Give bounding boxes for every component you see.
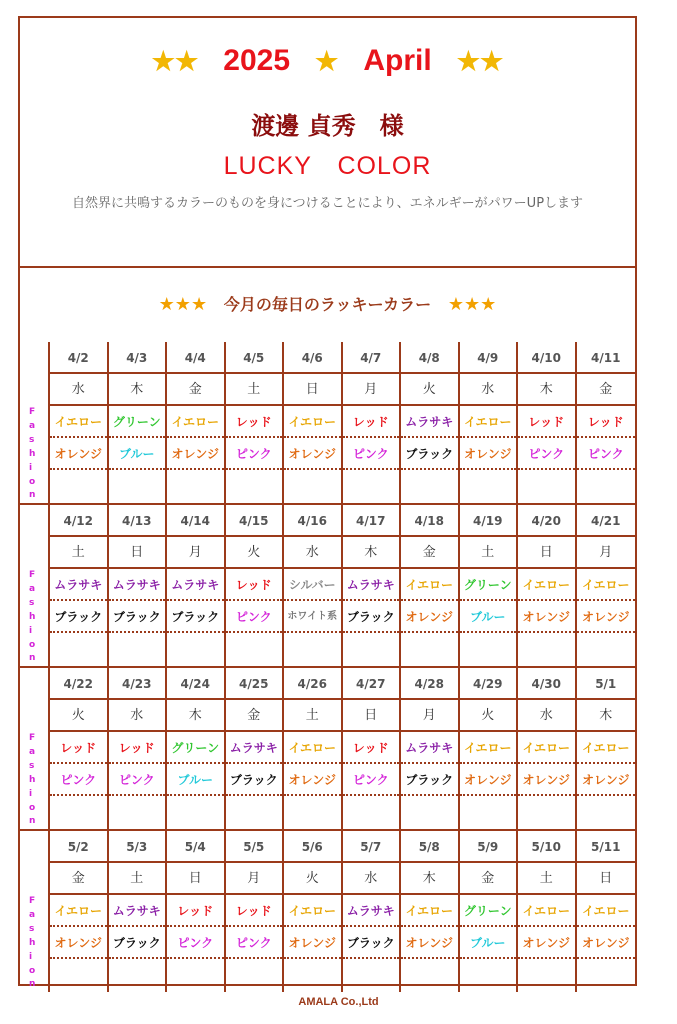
color-secondary: オレンジ: [577, 601, 636, 633]
day-column: [401, 505, 460, 666]
color-primary: イエロー: [460, 732, 517, 764]
corner-blank: [20, 831, 50, 895]
corner-blank: [20, 668, 50, 732]
color-primary: グリーン: [460, 569, 517, 601]
fashion-letter: o: [29, 965, 36, 976]
empty-cell: [226, 796, 283, 829]
day-column: [167, 505, 226, 666]
day-column: [50, 668, 109, 829]
day-column: [284, 668, 343, 829]
date-cell: 4/26: [284, 668, 341, 700]
day-column: [460, 505, 519, 666]
color-secondary: オレンジ: [284, 927, 341, 959]
date-cell: 4/6: [284, 342, 341, 374]
date-cell: 4/3: [109, 342, 166, 374]
color-primary: イエロー: [284, 895, 341, 927]
color-primary: ムラサキ: [109, 569, 166, 601]
color-primary: イエロー: [518, 569, 575, 601]
empty-cell: [50, 470, 107, 503]
fashion-letter: i: [29, 951, 33, 962]
fashion-label: [20, 895, 50, 992]
date-cell: 4/10: [518, 342, 575, 374]
weekday-cell: 金: [167, 374, 224, 406]
date-cell: 4/21: [577, 505, 636, 537]
day-column: [109, 831, 168, 992]
fashion-letter: F: [29, 733, 36, 744]
date-cell: 4/7: [343, 342, 400, 374]
color-secondary: ブルー: [109, 438, 166, 470]
color-secondary: ブラック: [50, 601, 107, 633]
weekday-cell: 木: [109, 374, 166, 406]
color-secondary: オレンジ: [518, 601, 575, 633]
color-secondary: ブラック: [226, 764, 283, 796]
color-primary: レッド: [167, 895, 224, 927]
fashion-letter: o: [29, 639, 36, 650]
color-primary: イエロー: [401, 895, 458, 927]
color-secondary: オレンジ: [518, 764, 575, 796]
fashion-letter: F: [29, 407, 36, 418]
color-primary: イエロー: [518, 895, 575, 927]
date-cell: 4/14: [167, 505, 224, 537]
day-column: [577, 342, 636, 503]
fashion-letter: a: [29, 910, 36, 921]
date-cell: 4/9: [460, 342, 517, 374]
fashion-letter: a: [29, 421, 36, 432]
color-secondary: ピンク: [167, 927, 224, 959]
color-primary: グリーン: [167, 732, 224, 764]
day-column: [518, 831, 577, 992]
fashion-letter: h: [29, 611, 36, 622]
day-column: [401, 831, 460, 992]
corner-blank: [20, 505, 50, 569]
fashion-letter: i: [29, 788, 33, 799]
day-column: [284, 831, 343, 992]
weekday-cell: 日: [577, 863, 636, 895]
fashion-letter: n: [29, 490, 36, 501]
fashion-letter: o: [29, 802, 36, 813]
day-column: [460, 342, 519, 503]
date-cell: 5/1: [577, 668, 636, 700]
weekday-cell: 日: [167, 863, 224, 895]
color-secondary: オレンジ: [460, 764, 517, 796]
date-cell: 4/11: [577, 342, 636, 374]
empty-cell: [109, 633, 166, 666]
empty-cell: [518, 959, 575, 992]
corner-blank: [20, 342, 50, 406]
lucky-color-heading: LUCKY COLOR: [223, 152, 432, 180]
date-cell: 4/29: [460, 668, 517, 700]
color-secondary: ピンク: [343, 438, 400, 470]
date-cell: 4/8: [401, 342, 458, 374]
fashion-letter: i: [29, 462, 33, 473]
empty-cell: [50, 633, 107, 666]
star-icon: ★★: [456, 46, 504, 76]
color-secondary: オレンジ: [167, 438, 224, 470]
week-block: [20, 503, 635, 666]
day-column: [460, 831, 519, 992]
empty-cell: [401, 633, 458, 666]
empty-cell: [226, 959, 283, 992]
color-secondary: オレンジ: [284, 764, 341, 796]
day-column: [284, 505, 343, 666]
day-column: [577, 831, 636, 992]
weekday-cell: 木: [343, 537, 400, 569]
color-primary: レッド: [50, 732, 107, 764]
empty-cell: [518, 796, 575, 829]
calendar-frame: [18, 16, 637, 990]
color-secondary: オレンジ: [401, 601, 458, 633]
day-column: [109, 342, 168, 503]
fashion-letter: h: [29, 448, 36, 459]
weekday-cell: 火: [460, 700, 517, 732]
empty-cell: [577, 470, 636, 503]
weekday-cell: 金: [401, 537, 458, 569]
color-primary: ムラサキ: [401, 406, 458, 438]
empty-cell: [109, 959, 166, 992]
weekday-cell: 火: [284, 863, 341, 895]
color-primary: ムラサキ: [167, 569, 224, 601]
week-block: [20, 829, 635, 992]
color-primary: レッド: [109, 732, 166, 764]
color-primary: イエロー: [167, 406, 224, 438]
date-cell: 4/15: [226, 505, 283, 537]
day-column: [577, 505, 636, 666]
color-secondary: ブルー: [460, 927, 517, 959]
day-column: [343, 668, 402, 829]
empty-cell: [401, 796, 458, 829]
weekday-cell: 木: [401, 863, 458, 895]
empty-cell: [460, 959, 517, 992]
empty-cell: [284, 633, 341, 666]
color-primary: レッド: [577, 406, 636, 438]
star-icon: ★★★: [158, 294, 208, 315]
day-column: [577, 668, 636, 829]
fashion-letter: n: [29, 816, 36, 827]
color-secondary: ピンク: [226, 601, 283, 633]
empty-cell: [284, 796, 341, 829]
date-cell: 4/16: [284, 505, 341, 537]
empty-cell: [226, 470, 283, 503]
empty-cell: [343, 633, 400, 666]
color-secondary: ブラック: [343, 927, 400, 959]
date-cell: 4/19: [460, 505, 517, 537]
weekday-cell: 日: [343, 700, 400, 732]
date-cell: 4/13: [109, 505, 166, 537]
date-cell: 5/3: [109, 831, 166, 863]
day-column: [343, 505, 402, 666]
empty-cell: [50, 959, 107, 992]
color-secondary: ピンク: [343, 764, 400, 796]
date-cell: 5/9: [460, 831, 517, 863]
fashion-letter: F: [29, 570, 36, 581]
fashion-letter: h: [29, 774, 36, 785]
color-primary: シルバー: [284, 569, 341, 601]
color-primary: グリーン: [109, 406, 166, 438]
color-primary: イエロー: [401, 569, 458, 601]
fashion-letter: n: [29, 979, 36, 990]
color-primary: レッド: [343, 732, 400, 764]
color-primary: イエロー: [460, 406, 517, 438]
empty-cell: [577, 959, 636, 992]
week-block: [20, 666, 635, 829]
subtitle-text: 今月の毎日のラッキーカラー: [223, 295, 432, 314]
color-secondary: ピンク: [518, 438, 575, 470]
empty-cell: [226, 633, 283, 666]
weekday-cell: 金: [460, 863, 517, 895]
day-column: [226, 505, 285, 666]
day-column: [284, 342, 343, 503]
date-cell: 5/8: [401, 831, 458, 863]
weekday-cell: 金: [50, 863, 107, 895]
weekday-cell: 木: [167, 700, 224, 732]
day-column: [226, 831, 285, 992]
weekday-cell: 日: [284, 374, 341, 406]
date-cell: 4/23: [109, 668, 166, 700]
weekday-cell: 月: [167, 537, 224, 569]
weekday-cell: 木: [518, 374, 575, 406]
color-primary: イエロー: [577, 732, 636, 764]
weekday-cell: 日: [518, 537, 575, 569]
day-column: [167, 668, 226, 829]
subtitle-section: [20, 266, 635, 342]
header: [20, 18, 635, 268]
weekday-cell: 水: [109, 700, 166, 732]
day-column: [518, 668, 577, 829]
day-column: [518, 505, 577, 666]
empty-cell: [109, 796, 166, 829]
star-icon: ★: [315, 46, 339, 76]
color-primary: レッド: [518, 406, 575, 438]
date-cell: 4/24: [167, 668, 224, 700]
color-secondary: オレンジ: [50, 927, 107, 959]
empty-cell: [460, 796, 517, 829]
day-column: [401, 668, 460, 829]
color-secondary: オレンジ: [577, 927, 636, 959]
fashion-letter: s: [29, 435, 35, 446]
color-secondary: ブラック: [167, 601, 224, 633]
weekday-cell: 水: [284, 537, 341, 569]
day-column: [460, 668, 519, 829]
empty-cell: [343, 959, 400, 992]
color-primary: ムラサキ: [109, 895, 166, 927]
weekday-cell: 水: [460, 374, 517, 406]
empty-cell: [109, 470, 166, 503]
empty-cell: [518, 470, 575, 503]
weekday-cell: 土: [109, 863, 166, 895]
day-column: [50, 342, 109, 503]
star-icon: ★★: [151, 46, 199, 76]
fashion-letter: i: [29, 625, 33, 636]
date-cell: 5/4: [167, 831, 224, 863]
date-cell: 5/11: [577, 831, 636, 863]
fashion-letter: s: [29, 761, 35, 772]
calendar-grid: [20, 342, 635, 992]
color-secondary: オレンジ: [401, 927, 458, 959]
empty-cell: [167, 796, 224, 829]
color-primary: イエロー: [284, 732, 341, 764]
empty-cell: [167, 633, 224, 666]
color-secondary: ブラック: [109, 601, 166, 633]
fashion-letter: a: [29, 584, 36, 595]
weekday-cell: 水: [50, 374, 107, 406]
color-secondary: オレンジ: [50, 438, 107, 470]
fashion-letter: F: [29, 896, 36, 907]
color-secondary: ピンク: [577, 438, 636, 470]
empty-cell: [50, 796, 107, 829]
date-cell: 4/17: [343, 505, 400, 537]
date-cell: 4/22: [50, 668, 107, 700]
empty-cell: [577, 633, 636, 666]
weekday-cell: 月: [226, 863, 283, 895]
date-cell: 4/2: [50, 342, 107, 374]
weekday-cell: 月: [401, 700, 458, 732]
color-secondary: ピンク: [109, 764, 166, 796]
color-primary: イエロー: [577, 569, 636, 601]
day-column: [50, 505, 109, 666]
empty-cell: [284, 959, 341, 992]
day-column: [343, 831, 402, 992]
title-line: [20, 44, 635, 78]
weekday-cell: 水: [343, 863, 400, 895]
color-primary: ムラサキ: [226, 732, 283, 764]
fashion-label: [20, 406, 50, 503]
weekday-cell: 土: [50, 537, 107, 569]
color-primary: レッド: [226, 895, 283, 927]
color-secondary: ブラック: [401, 438, 458, 470]
color-secondary: オレンジ: [460, 438, 517, 470]
date-cell: 5/5: [226, 831, 283, 863]
day-column: [401, 342, 460, 503]
day-column: [226, 342, 285, 503]
weekday-cell: 火: [50, 700, 107, 732]
weekday-cell: 金: [577, 374, 636, 406]
day-column: [343, 342, 402, 503]
subtitle: [20, 292, 635, 315]
empty-cell: [401, 959, 458, 992]
color-secondary: オレンジ: [284, 438, 341, 470]
weekday-cell: 月: [577, 537, 636, 569]
empty-cell: [460, 633, 517, 666]
day-column: [518, 342, 577, 503]
date-cell: 4/28: [401, 668, 458, 700]
date-cell: 4/25: [226, 668, 283, 700]
color-primary: イエロー: [50, 895, 107, 927]
weekday-cell: 土: [460, 537, 517, 569]
empty-cell: [167, 470, 224, 503]
color-secondary: ブルー: [460, 601, 517, 633]
color-primary: イエロー: [577, 895, 636, 927]
day-column: [109, 668, 168, 829]
color-primary: レッド: [226, 406, 283, 438]
color-primary: ムラサキ: [343, 569, 400, 601]
fashion-letter: n: [29, 653, 36, 664]
fashion-letter: s: [29, 598, 35, 609]
empty-cell: [401, 470, 458, 503]
color-secondary: ブラック: [401, 764, 458, 796]
day-column: [167, 831, 226, 992]
empty-cell: [167, 959, 224, 992]
fashion-letter: s: [29, 924, 35, 935]
color-secondary: オレンジ: [577, 764, 636, 796]
week-block: [20, 342, 635, 503]
date-cell: 5/10: [518, 831, 575, 863]
fashion-label: [20, 569, 50, 666]
date-cell: 4/30: [518, 668, 575, 700]
description: 自然界に共鳴するカラーのものを身につけることにより、エネルギーがパワーUPします: [71, 196, 584, 211]
color-primary: ムラサキ: [401, 732, 458, 764]
date-cell: 5/7: [343, 831, 400, 863]
client-name: 渡邊 貞秀 様: [251, 112, 404, 140]
color-primary: イエロー: [50, 406, 107, 438]
weekday-cell: 土: [284, 700, 341, 732]
weekday-cell: 土: [226, 374, 283, 406]
day-column: [167, 342, 226, 503]
color-secondary: ホワイト系: [284, 601, 341, 633]
weekday-cell: 水: [518, 700, 575, 732]
fashion-label: [20, 732, 50, 829]
empty-cell: [284, 470, 341, 503]
color-primary: ムラサキ: [343, 895, 400, 927]
star-icon: ★★★: [447, 294, 497, 315]
weekday-cell: 土: [518, 863, 575, 895]
color-secondary: ブラック: [343, 601, 400, 633]
fashion-letter: o: [29, 476, 36, 487]
day-column: [226, 668, 285, 829]
fashion-letter: a: [29, 747, 36, 758]
weekday-cell: 火: [226, 537, 283, 569]
empty-cell: [343, 470, 400, 503]
date-cell: 5/6: [284, 831, 341, 863]
day-column: [109, 505, 168, 666]
weekday-cell: 日: [109, 537, 166, 569]
weekday-cell: 月: [343, 374, 400, 406]
empty-cell: [343, 796, 400, 829]
color-primary: イエロー: [284, 406, 341, 438]
footer: AMALA Co.,Ltd: [298, 996, 379, 1008]
weekday-cell: 火: [401, 374, 458, 406]
color-secondary: ピンク: [50, 764, 107, 796]
date-cell: 4/27: [343, 668, 400, 700]
year: 2025: [223, 44, 291, 77]
weekday-cell: 木: [577, 700, 636, 732]
day-column: [50, 831, 109, 992]
date-cell: 4/20: [518, 505, 575, 537]
date-cell: 4/4: [167, 342, 224, 374]
date-cell: 4/12: [50, 505, 107, 537]
color-primary: レッド: [226, 569, 283, 601]
date-cell: 4/18: [401, 505, 458, 537]
color-primary: レッド: [343, 406, 400, 438]
empty-cell: [518, 633, 575, 666]
color-secondary: オレンジ: [518, 927, 575, 959]
empty-cell: [460, 470, 517, 503]
color-secondary: ブルー: [167, 764, 224, 796]
color-secondary: ピンク: [226, 927, 283, 959]
color-secondary: ブラック: [109, 927, 166, 959]
date-cell: 4/5: [226, 342, 283, 374]
weekday-cell: 金: [226, 700, 283, 732]
color-primary: グリーン: [460, 895, 517, 927]
month: April: [363, 44, 432, 77]
color-primary: イエロー: [518, 732, 575, 764]
date-cell: 5/2: [50, 831, 107, 863]
color-secondary: ピンク: [226, 438, 283, 470]
color-primary: ムラサキ: [50, 569, 107, 601]
fashion-letter: h: [29, 937, 36, 948]
empty-cell: [577, 796, 636, 829]
